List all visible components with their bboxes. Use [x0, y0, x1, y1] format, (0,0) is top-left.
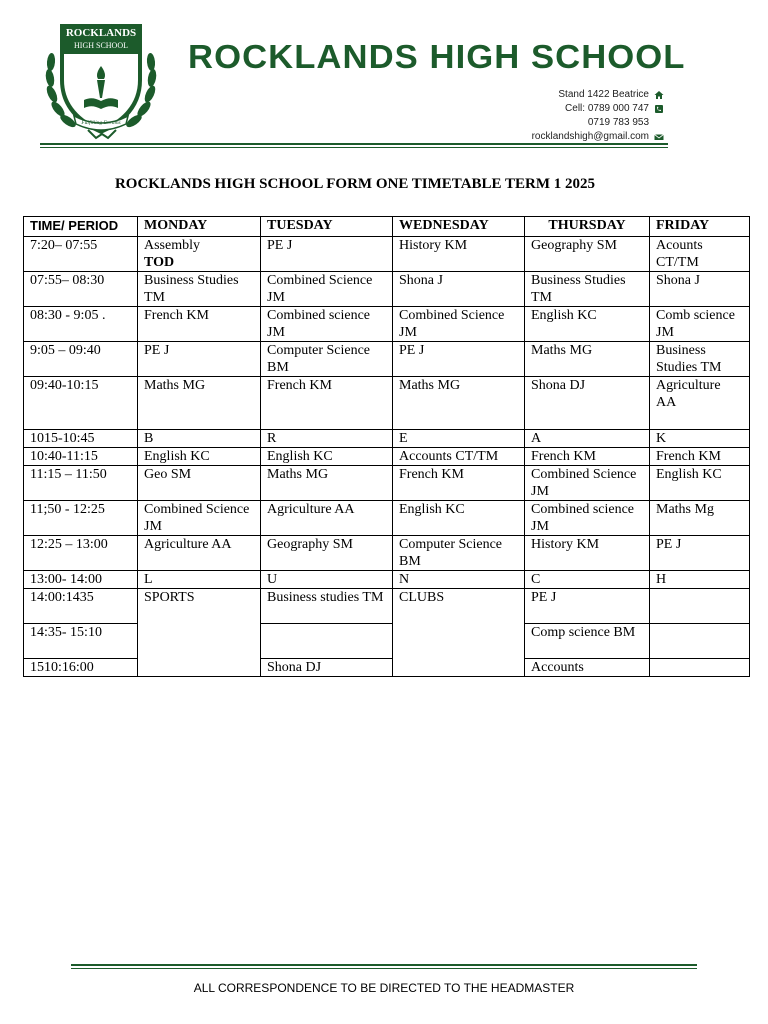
- lesson-cell: Comp science BM: [525, 624, 650, 659]
- lesson-cell: PE J: [650, 536, 750, 571]
- time-cell: 1015-10:45: [24, 430, 138, 448]
- table-row: [24, 448, 750, 466]
- time-cell: 14:35- 15:10: [24, 624, 138, 659]
- lesson-cell: English KC: [650, 466, 750, 501]
- lesson-cell: Assembly TOD: [138, 237, 261, 272]
- lesson-cell: Shona J: [650, 272, 750, 307]
- lesson-cell: U: [261, 571, 393, 589]
- timetable-header-row: [24, 217, 750, 237]
- mail-icon: [654, 132, 664, 142]
- time-cell: 09:40-10:15: [24, 377, 138, 430]
- lesson-cell: Maths MG: [393, 377, 525, 430]
- crest-motto: Fulfilling Dreams: [81, 120, 121, 126]
- table-row: [24, 466, 750, 501]
- contact-details: [532, 88, 664, 144]
- time-cell: 07:55– 08:30: [24, 272, 138, 307]
- lesson-cell: History KM: [393, 237, 525, 272]
- footer-divider: [71, 964, 697, 966]
- table-row: [24, 342, 750, 377]
- table-row: [24, 377, 750, 430]
- lesson-cell: [650, 589, 750, 624]
- footer-note: ALL CORRESPONDENCE TO BE DIRECTED TO THE HEADMASTER: [193, 981, 575, 995]
- lesson-cell: French KM: [650, 448, 750, 466]
- column-header: TIME/ PERIOD: [24, 217, 138, 237]
- lesson-cell: SPORTS: [138, 589, 261, 677]
- lesson-cell: [650, 624, 750, 659]
- time-cell: 11;50 - 12:25: [24, 501, 138, 536]
- lesson-cell: Maths Mg: [650, 501, 750, 536]
- email-line: rocklandshigh@gmail.com: [532, 130, 664, 144]
- header-divider: [40, 143, 668, 145]
- lesson-cell: English KC: [393, 501, 525, 536]
- lesson-cell: PE J: [138, 342, 261, 377]
- phone-line-2: 0719 783 953: [587, 117, 649, 128]
- lesson-cell: Business Studies TM: [138, 272, 261, 307]
- lesson-cell: English KC: [525, 307, 650, 342]
- lesson-cell: Combined Science JM: [525, 466, 650, 501]
- lesson-cell: French KM: [525, 448, 650, 466]
- time-cell: 12:25 – 13:00: [24, 536, 138, 571]
- table-row: [24, 307, 750, 342]
- timetable: [23, 216, 750, 677]
- lesson-cell: Combined Science JM: [393, 307, 525, 342]
- lesson-cell: A: [525, 430, 650, 448]
- lesson-cell: Acounts CT/TM: [650, 237, 750, 272]
- lesson-cell: Business studies TM: [261, 589, 393, 624]
- lesson-cell: Agriculture AA: [138, 536, 261, 571]
- footer-divider-thin: [71, 968, 697, 969]
- lesson-cell: Comb science JM: [650, 307, 750, 342]
- table-row: [24, 536, 750, 571]
- lesson-cell: Maths MG: [261, 466, 393, 501]
- lesson-cell: E: [393, 430, 525, 448]
- address-line: Stand 1422 Beatrice: [532, 88, 664, 102]
- table-row: [24, 571, 750, 589]
- lesson-cell: Maths MG: [525, 342, 650, 377]
- table-row: [24, 430, 750, 448]
- lesson-cell: R: [261, 430, 393, 448]
- lesson-cell: Shona DJ: [261, 659, 393, 677]
- column-header: TUESDAY: [261, 217, 393, 237]
- lesson-cell: Combined Science JM: [138, 501, 261, 536]
- lesson-cell: Geography SM: [261, 536, 393, 571]
- lesson-cell: Geo SM: [138, 466, 261, 501]
- lesson-cell: French KM: [261, 377, 393, 430]
- time-cell: 08:30 - 9:05 .: [24, 307, 138, 342]
- lesson-cell: English KC: [138, 448, 261, 466]
- table-row: [24, 659, 750, 677]
- time-cell: 11:15 – 11:50: [24, 466, 138, 501]
- column-header: FRIDAY: [650, 217, 750, 237]
- time-cell: 1510:16:00: [24, 659, 138, 677]
- lesson-cell: Shona J: [393, 272, 525, 307]
- phone-line: Cell: 0789 000 747: [532, 102, 664, 116]
- header-divider-thin: [40, 147, 668, 148]
- table-row: [24, 237, 750, 272]
- lesson-cell: C: [525, 571, 650, 589]
- time-cell: 13:00- 14:00: [24, 571, 138, 589]
- lesson-cell: K: [650, 430, 750, 448]
- crest-subtitle: HIGH SCHOOL: [74, 41, 128, 50]
- lesson-cell: CLUBS: [393, 589, 525, 677]
- lesson-cell: Computer Science BM: [261, 342, 393, 377]
- lesson-cell: B: [138, 430, 261, 448]
- table-row: [24, 272, 750, 307]
- lesson-cell: Computer Science BM: [393, 536, 525, 571]
- lesson-cell: Combined science JM: [525, 501, 650, 536]
- table-row: [24, 589, 750, 624]
- lesson-cell: H: [650, 571, 750, 589]
- lesson-cell: French KM: [138, 307, 261, 342]
- crest-name: ROCKLANDS: [65, 27, 137, 39]
- home-icon: [654, 90, 664, 100]
- lesson-cell: PE J: [525, 589, 650, 624]
- lesson-cell: [261, 624, 393, 659]
- school-crest-icon: [40, 18, 162, 140]
- lesson-cell: Accounts CT/TM: [393, 448, 525, 466]
- lesson-cell: Agriculture AA: [650, 377, 750, 430]
- document-title: ROCKLANDS HIGH SCHOOL FORM ONE TIMETABLE TERM 1 2025: [114, 176, 596, 192]
- column-header: WEDNESDAY: [393, 217, 525, 237]
- phone-icon: [654, 104, 664, 114]
- lesson-cell: Maths MG: [138, 377, 261, 430]
- time-cell: 9:05 – 09:40: [24, 342, 138, 377]
- lesson-cell: Geography SM: [525, 237, 650, 272]
- column-header: THURSDAY: [525, 217, 650, 237]
- table-row: [24, 624, 750, 659]
- lesson-cell: L: [138, 571, 261, 589]
- lesson-cell: Combined Science JM: [261, 272, 393, 307]
- lesson-cell: Agriculture AA: [261, 501, 393, 536]
- time-cell: 7:20– 07:55: [24, 237, 138, 272]
- afternoon-block: [24, 589, 750, 677]
- column-header: MONDAY: [138, 217, 261, 237]
- lesson-cell: [650, 659, 750, 677]
- time-cell: 10:40-11:15: [24, 448, 138, 466]
- table-row: [24, 501, 750, 536]
- lesson-cell: Combined science JM: [261, 307, 393, 342]
- lesson-cell: History KM: [525, 536, 650, 571]
- lesson-cell: Business Studies TM: [525, 272, 650, 307]
- lesson-cell: PE J: [393, 342, 525, 377]
- time-cell: 14:00:1435: [24, 589, 138, 624]
- lesson-cell: Accounts: [525, 659, 650, 677]
- lesson-cell: Shona DJ: [525, 377, 650, 430]
- lesson-cell: French KM: [393, 466, 525, 501]
- lesson-cell: English KC: [261, 448, 393, 466]
- letterhead: [40, 18, 686, 150]
- lesson-cell: N: [393, 571, 525, 589]
- lesson-cell: Business Studies TM: [650, 342, 750, 377]
- lesson-cell: PE J: [261, 237, 393, 272]
- school-name: ROCKLANDS HIGH SCHOOL: [188, 38, 686, 75]
